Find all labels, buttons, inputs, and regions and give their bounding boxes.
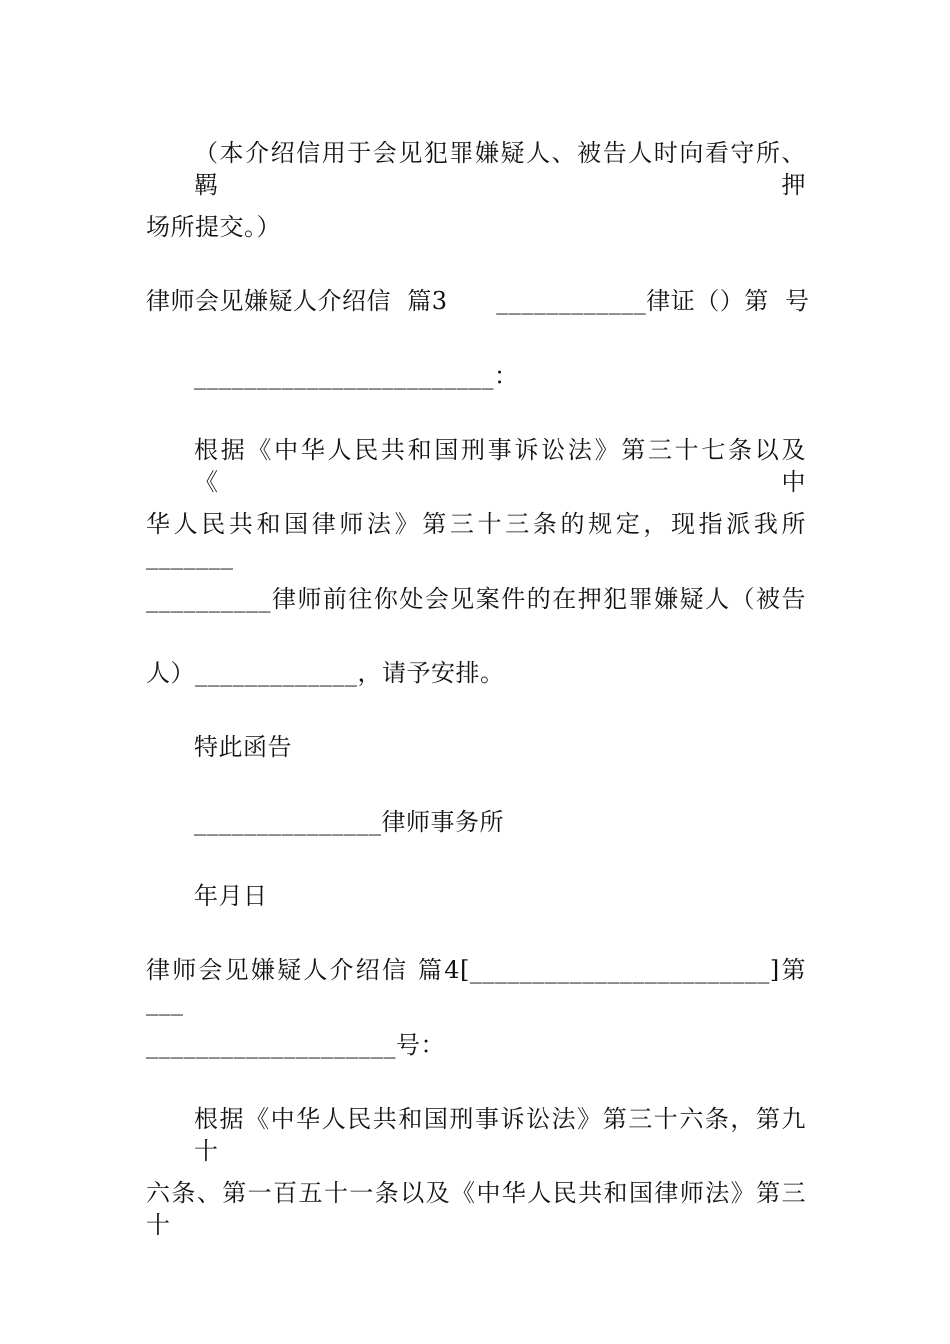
doc-line-7: __________律师前往你处会见案件的在押犯罪嫌疑人（被告 <box>146 585 806 613</box>
doc-line-6: 华人民共和国律师法》第三十三条的规定，现指派我所_______ <box>146 510 806 570</box>
doc-line-3: 律师会见嫌疑人介绍信 篇3 ____________律证（）第 号 <box>146 287 810 315</box>
doc-line-2: 场所提交。） <box>146 213 281 241</box>
doc-line-4: ________________________： <box>194 362 519 390</box>
doc-line-13: ____________________号： <box>146 1031 445 1059</box>
doc-line-8: 人）_____________，请予安排。 <box>146 659 505 687</box>
doc-line-11: 年月日 <box>194 882 268 910</box>
doc-line-9: 特此函告 <box>194 733 292 761</box>
doc-line-12: 律师会见嫌疑人介绍信 篇4[________________________]第___ <box>146 956 806 1016</box>
doc-line-1: （本介绍信用于会见犯罪嫌疑人、被告人时向看守所、羁押 <box>194 139 806 199</box>
doc-line-5: 根据《中华人民共和国刑事诉讼法》第三十七条以及《中 <box>194 436 806 496</box>
doc-line-10: _______________律师事务所 <box>194 808 504 836</box>
doc-line-14: 根据《中华人民共和国刑事诉讼法》第三十六条，第九十 <box>194 1105 806 1165</box>
doc-line-15: 六条、第一百五十一条以及《中华人民共和国律师法》第三十 <box>146 1179 806 1239</box>
